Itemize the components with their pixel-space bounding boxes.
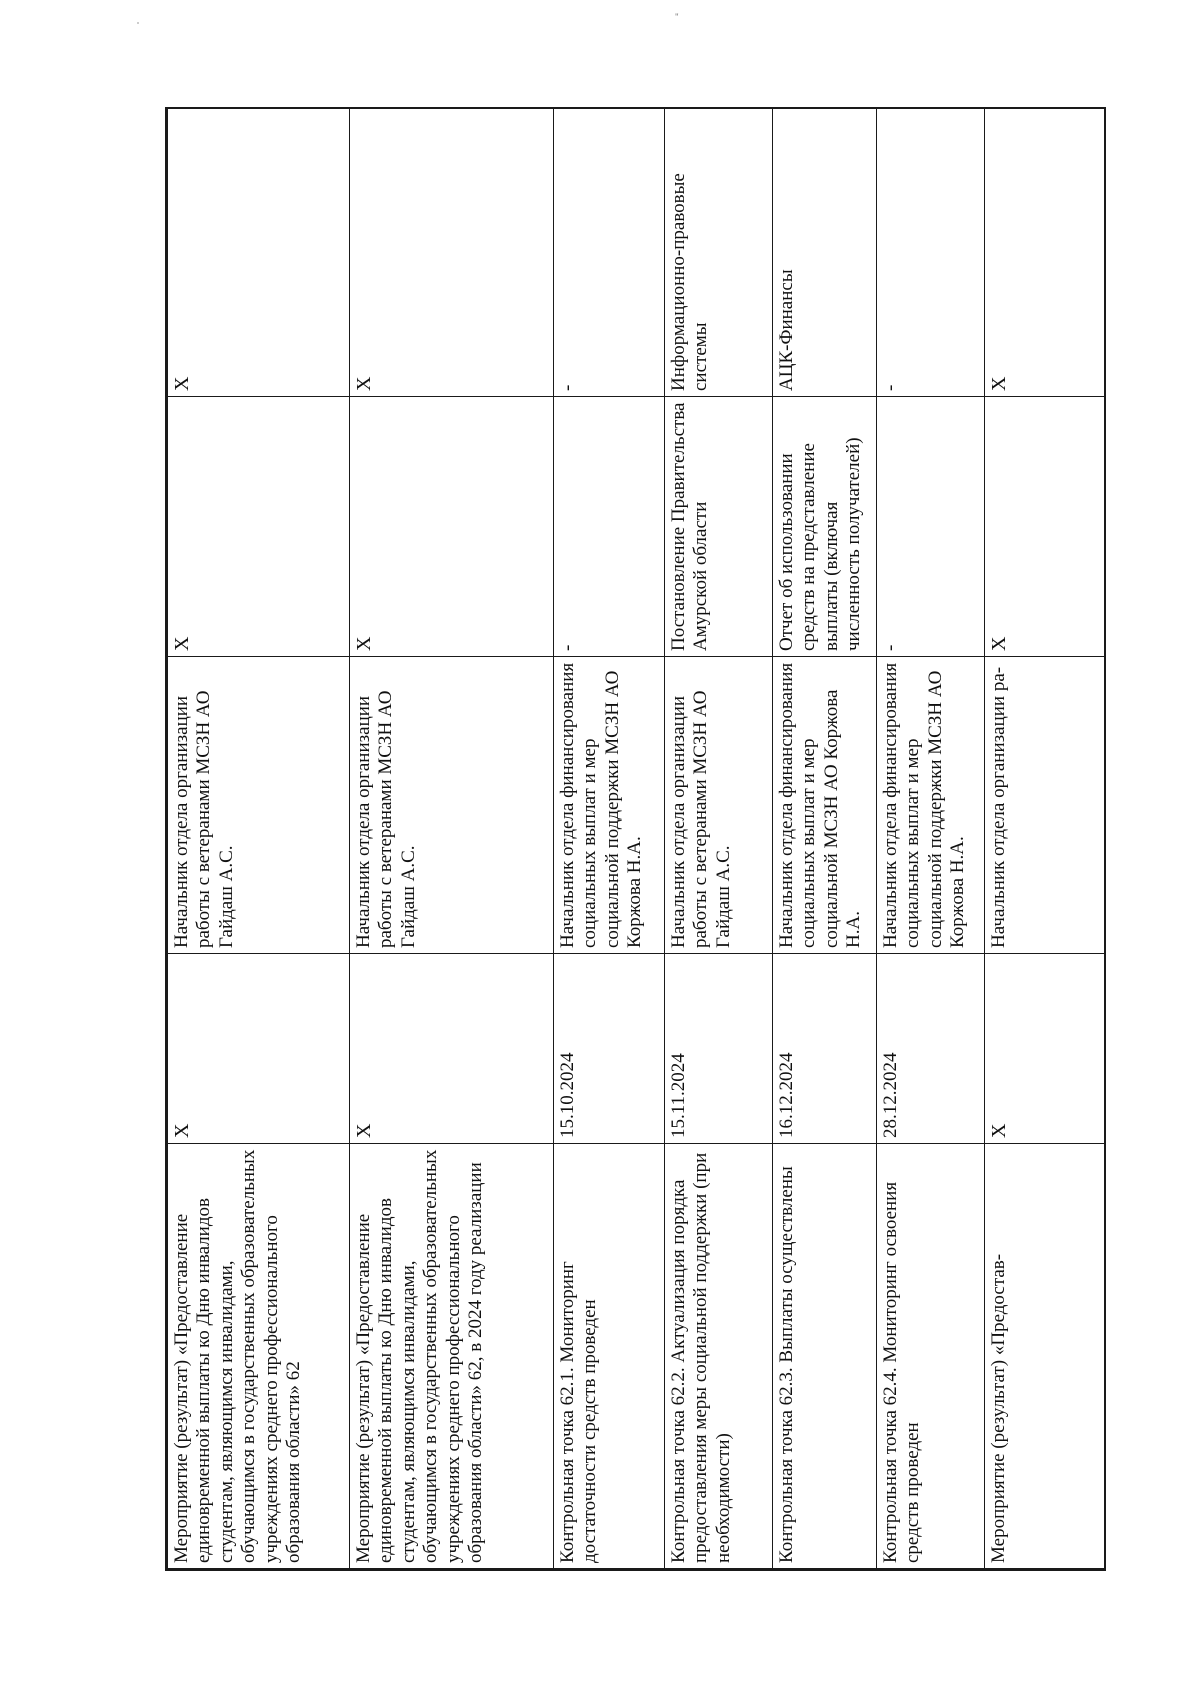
document-cell: - [877, 397, 985, 657]
responsible-cell: Начальник отдела организации ра- [985, 657, 1105, 954]
responsible-cell: Начальник отдела организации работы с ветеранами МСЗН АО Гайдаш А.С. [665, 657, 773, 954]
responsible-cell: Начальник отдела финансирования социальных выплат и мер социальной поддержки МСЗН АО Коржова Н.А. [877, 657, 985, 954]
document-cell: X [350, 397, 554, 657]
system-cell: - [877, 109, 985, 397]
event-cell: Мероприятие (результат) «Предостав- [985, 1144, 1105, 1569]
table-row [554, 109, 665, 1569]
rotated-document [167, 109, 1104, 1569]
date-cell: X [350, 954, 554, 1144]
document-cell: X [168, 397, 350, 657]
date-cell: 28.12.2024 [877, 954, 985, 1144]
table-row [985, 109, 1105, 1569]
system-cell: X [168, 109, 350, 397]
document-cell: X [985, 397, 1105, 657]
date-cell: 15.10.2024 [554, 954, 665, 1144]
event-cell: Контрольная точка 62.2. Актуализация порядка предоставления меры социальной поддержки (при необходимости) [665, 1144, 773, 1569]
table-row [350, 109, 554, 1569]
event-cell: Мероприятие (результат) «Предоставление единовременной выплаты ко Дню инвалидов студентам, являющимся инвалидами, обучающимся в государственных образовательных учреждениях среднего профессионального образования области» 62, в 2024 году реализации [350, 1144, 554, 1569]
responsible-cell: Начальник отдела финансирования социальных выплат и мер социальной МСЗН АО Коржова Н.А. [773, 657, 877, 954]
responsible-cell: Начальник отдела организации работы с ветеранами МСЗН АО Гайдаш А.С. [168, 657, 350, 954]
document-cell: - [554, 397, 665, 657]
event-cell: Контрольная точка 62.1. Мониторинг достаточности средств проведен [554, 1144, 665, 1569]
date-cell: 15.11.2024 [665, 954, 773, 1144]
date-cell: 16.12.2024 [773, 954, 877, 1144]
event-cell: Контрольная точка 62.4. Мониторинг освоения средств проведен [877, 1144, 985, 1569]
system-cell: АЦК-Финансы [773, 109, 877, 397]
system-cell: X [350, 109, 554, 397]
document-cell: Постановление Правительства Амурской области [665, 397, 773, 657]
table-row [773, 109, 877, 1569]
event-cell: Мероприятие (результат) «Предоставление единовременной выплаты ко Дню инвалидов студентам, являющимся инвалидами, обучающимся в государственных образовательных учреждениях среднего профессионального образования области» 62 [168, 1144, 350, 1569]
system-cell: - [554, 109, 665, 397]
plan-table [167, 108, 1105, 1569]
responsible-cell: Начальник отдела финансирования социальных выплат и мер социальной поддержки МСЗН АО Коржова Н.А. [554, 657, 665, 954]
table-row [168, 109, 350, 1569]
scan-speck [137, 22, 139, 24]
table-row [877, 109, 985, 1569]
system-cell: Информационно-правовые системы [665, 109, 773, 397]
date-cell: X [168, 954, 350, 1144]
system-cell: X [985, 109, 1105, 397]
page-mark: " [675, 12, 679, 22]
event-cell: Контрольная точка 62.3. Выплаты осуществлены [773, 1144, 877, 1569]
responsible-cell: Начальник отдела организации работы с ветеранами МСЗН АО Гайдаш А.С. [350, 657, 554, 954]
document-cell: Отчет об использовании средств на представление выплаты (включая численность получателей) [773, 397, 877, 657]
date-cell: X [985, 954, 1105, 1144]
table-row [665, 109, 773, 1569]
